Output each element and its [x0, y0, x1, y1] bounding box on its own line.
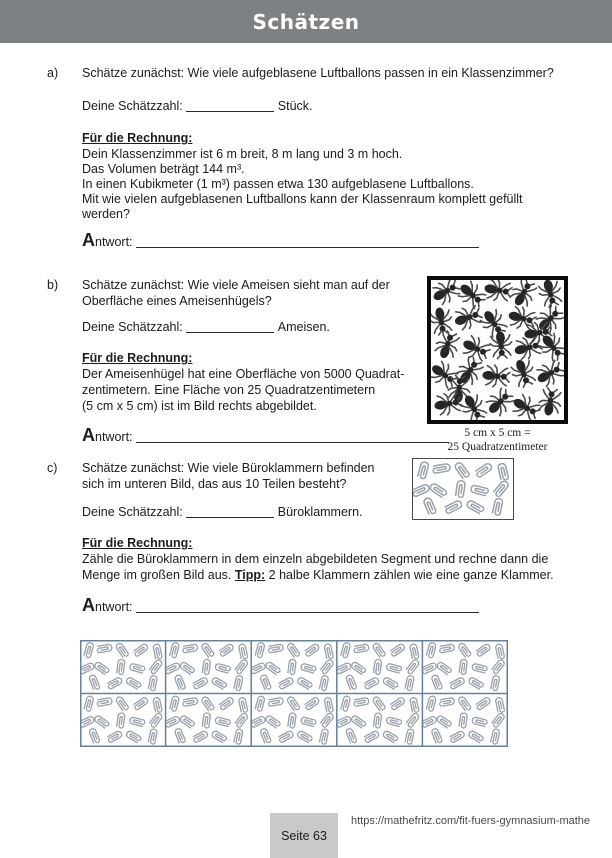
section-a-rechnung-line: Mit wie vielen aufgeblasenen Luftballons kann der Klassenraum komplett gefüllt: [82, 192, 523, 206]
footer-url: https://mathefritz.com/fit-fuers-gymnasium-mathe: [351, 815, 591, 827]
estimate-label: Deine Schätzzahl:: [82, 320, 183, 334]
section-b-question: Oberfläche eines Ameisenhügels?: [82, 294, 272, 308]
rechnung-text: 2 halbe Klammern zählen wie eine ganze Klammer.: [265, 568, 554, 582]
answer-initial: A: [82, 425, 95, 445]
ants-illustration: [431, 280, 564, 420]
answer-blank: [136, 601, 479, 613]
section-b-estimate-row: [82, 320, 330, 335]
section-c-rechnung-line: Zähle die Büroklammern in dem einzeln abgebildeten Segment und rechne dann die: [82, 552, 549, 566]
section-a-question: Schätze zunächst: Wie viele aufgeblasene Luftballons passen in ein Klassenzimmer?: [82, 66, 554, 80]
answer-label: ntwort:: [95, 235, 133, 249]
estimate-unit: Büroklammern.: [277, 505, 363, 519]
section-c-rechnung-heading: Für die Rechnung:: [82, 536, 193, 550]
answer-label: ntwort:: [95, 600, 133, 614]
answer-blank: [136, 236, 479, 248]
paperclips-grid-illustration: [80, 640, 508, 747]
estimate-label: Deine Schätzzahl:: [82, 505, 183, 519]
estimate-blank: [186, 506, 274, 518]
estimate-label: Deine Schätzzahl:: [82, 99, 183, 113]
caption-line: 25 Quadratzentimeter: [447, 441, 548, 453]
paperclips-segment-illustration: [413, 459, 513, 519]
section-c-estimate-row: [82, 505, 363, 520]
page-number: Seite 63: [281, 828, 327, 843]
tipp-label: Tipp:: [234, 568, 266, 582]
caption-line: 5 cm x 5 cm =: [464, 427, 531, 439]
estimate-unit: Ameisen.: [277, 320, 330, 334]
section-b-question: Schätze zunächst: Wie viele Ameisen sieht man auf der: [82, 278, 390, 292]
answer-blank: [136, 431, 449, 443]
section-b-answer-row: [82, 425, 453, 446]
section-c-label: c): [47, 461, 58, 475]
section-a-answer-row: [82, 230, 483, 251]
paperclips-segment-image: [412, 458, 514, 520]
paperclips-grid-image: [80, 640, 508, 747]
estimate-blank: [186, 100, 274, 112]
ants-image-caption: [420, 426, 575, 454]
answer-initial: A: [82, 230, 95, 250]
rechnung-text: Menge im großen Bild aus.: [82, 568, 235, 582]
section-a-rechnung-line: Das Volumen beträgt 144 m³.: [82, 162, 245, 176]
section-c-answer-row: [82, 595, 483, 616]
ants-image-frame: [427, 276, 568, 424]
section-a-label: a): [47, 66, 59, 80]
section-c-rechnung-line: [82, 568, 554, 583]
page-title: Schätzen: [252, 9, 360, 34]
section-b-rechnung-line: zentimetern. Eine Fläche von 25 Quadratzentimetern: [82, 383, 376, 397]
section-a-rechnung-heading: Für die Rechnung:: [82, 131, 193, 145]
section-b-label: b): [47, 278, 59, 292]
answer-label: ntwort:: [95, 430, 133, 444]
section-a-rechnung-line: werden?: [82, 207, 130, 221]
answer-initial: A: [82, 595, 95, 615]
section-a-estimate-row: [82, 99, 313, 114]
section-c-question: sich im unteren Bild, das aus 10 Teilen besteht?: [82, 477, 347, 491]
page-header: [0, 0, 612, 43]
section-b-rechnung-heading: Für die Rechnung:: [82, 351, 193, 365]
section-a-rechnung-line: Dein Klassenzimmer ist 6 m breit, 8 m lang und 3 m hoch.: [82, 147, 403, 161]
section-a-rechnung-line: In einen Kubikmeter (1 m³) passen etwa 130 aufgeblasene Luftballons.: [82, 177, 474, 191]
estimate-unit: Stück.: [277, 99, 313, 113]
section-c-question: Schätze zunächst: Wie viele Büroklammern befinden: [82, 461, 375, 475]
section-b-rechnung-line: Der Ameisenhügel hat eine Oberfläche von 5000 Quadrat-: [82, 367, 405, 381]
section-b-rechnung-line: (5 cm x 5 cm) ist im Bild rechts abgebildet.: [82, 399, 317, 413]
estimate-blank: [186, 321, 274, 333]
page-number-box: [270, 813, 338, 858]
